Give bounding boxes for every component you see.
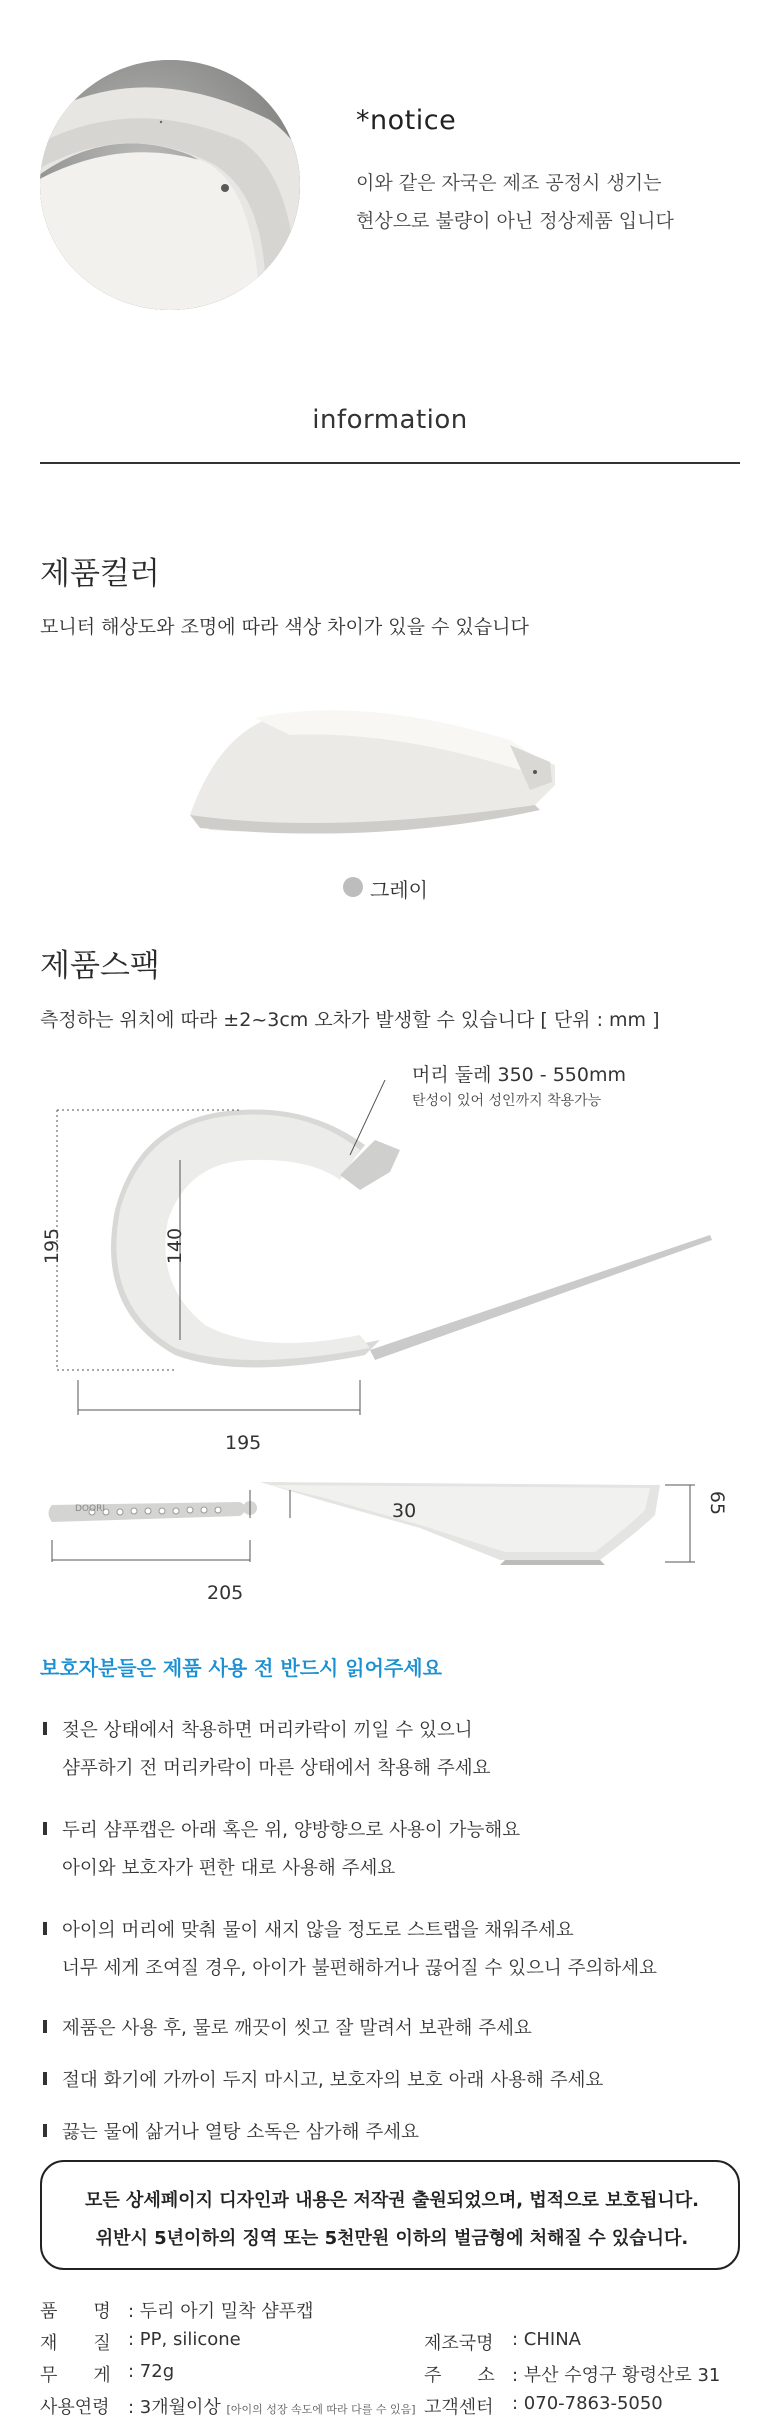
product-color-title: 제품컬러 [40,556,160,592]
caution-item-1-line-1: 젖은 상태에서 착용하면 머리카락이 끼일 수 있으니 [62,1720,473,1741]
product-spec-title: 제품스팩 [40,948,160,984]
strap-print: DOORI [75,1504,106,1514]
caution-item-2-line-2: 아이와 보호자가 편한 대로 사용해 주세요 [62,1858,396,1879]
caution-bullet [43,1922,47,1935]
caution-item-2-line-1: 두리 샴푸캡은 아래 혹은 위, 양방향으로 사용이 가능해요 [62,1820,521,1841]
spec-label-country: 제조국명 [424,2333,494,2354]
spec-label-address: 주 소 [424,2365,495,2386]
caution-bullet [43,1822,47,1835]
notice-title: *notice [356,105,457,136]
spec-value-age: : 3개월이상 [아이의 성장 속도에 따라 다를 수 있음] [128,2397,416,2418]
color-label-gray: 그레이 [370,878,428,902]
caution-item-1-line-2: 샴푸하기 전 머리카락이 마른 상태에서 착용해 주세요 [62,1758,491,1779]
spec-label-weight: 무 게 [40,2365,111,2386]
caution-item-3-line-2: 너무 세게 조여질 경우, 아이가 불편해하거나 끊어질 수 있으니 주의하세요 [62,1958,657,1979]
product-color-image [180,690,580,840]
spec-value-name: : 두리 아기 밀착 샴푸캡 [128,2301,314,2322]
notice-line-1: 이와 같은 자국은 제조 공정시 생기는 [356,172,662,194]
information-heading: information [312,405,468,435]
dim-side-depth-label: 30 [392,1500,417,1522]
caution-item-6-line-1: 끓는 물에 삶거나 열탕 소독은 삼가해 주세요 [62,2122,419,2143]
caution-bullet [43,2124,47,2137]
caution-bullet [43,1722,47,1735]
spec-label-age: 사용연령 [40,2397,110,2418]
caution-bullet [43,2072,47,2085]
top-view-diagram [40,1080,740,1460]
caution-item-4-line-1: 제품은 사용 후, 물로 깨끗이 씻고 잘 말려서 보관해 주세요 [62,2018,532,2039]
spec-value-country: : CHINA [512,2329,581,2350]
caution-item-5-line-1: 절대 화기에 가까이 두지 마시고, 보호자의 보호 아래 사용해 주세요 [62,2070,604,2091]
dim-width-label: 195 [225,1432,262,1454]
spec-value-customer-center: : 070-7863-5050 [512,2393,663,2414]
spec-value-material: : PP, silicone [128,2329,241,2350]
dim-side-height-label: 65 [706,1490,729,1516]
information-divider [40,462,740,464]
product-spec-description: 측정하는 위치에 따라 ±2~3cm 오차가 발생할 수 있습니다 [ 단위 : mm ] [40,1009,660,1031]
head-circumference-label: 머리 둘레 350 - 550mm [412,1064,626,1086]
dim-inner-label: 140 [164,1227,187,1265]
caution-title: 보호자분들은 제품 사용 전 반드시 읽어주세요 [40,1656,442,1680]
spec-label-material: 재 질 [40,2333,111,2354]
spec-age-note: [아이의 성장 속도에 따라 다를 수 있음] [226,2403,416,2416]
notice-line-2: 현상으로 불량이 아닌 정상제품 입니다 [356,210,674,232]
side-view-diagram [40,1470,740,1600]
copyright-line-1: 모든 상세페이지 디자인과 내용은 저작권 출원되었으며, 법적으로 보호됩니다. [85,2190,699,2211]
spec-value-weight: : 72g [128,2361,175,2382]
spec-label-name: 품 명 [40,2301,111,2322]
dim-height-label: 195 [41,1227,64,1265]
spec-value-address: : 부산 수영구 황령산로 31 [512,2365,721,2386]
color-swatch-gray [343,877,363,897]
dim-strap-length-label: 205 [207,1582,244,1604]
elastic-note: 탄성이 있어 성인까지 착용가능 [412,1093,602,1109]
copyright-line-2: 위반시 5년이하의 징역 또는 5천만원 이하의 벌금형에 처해질 수 있습니다. [95,2228,689,2249]
caution-bullet [43,2020,47,2033]
spec-label-customer-center: 고객센터 [424,2397,494,2418]
caution-item-3-line-1: 아이의 머리에 맞춰 물이 새지 않을 정도로 스트랩을 채워주세요 [62,1920,574,1941]
notice-product-photo [40,60,300,310]
product-color-description: 모니터 해상도와 조명에 따라 색상 차이가 있을 수 있습니다 [40,616,529,638]
copyright-notice-box [40,2160,740,2270]
